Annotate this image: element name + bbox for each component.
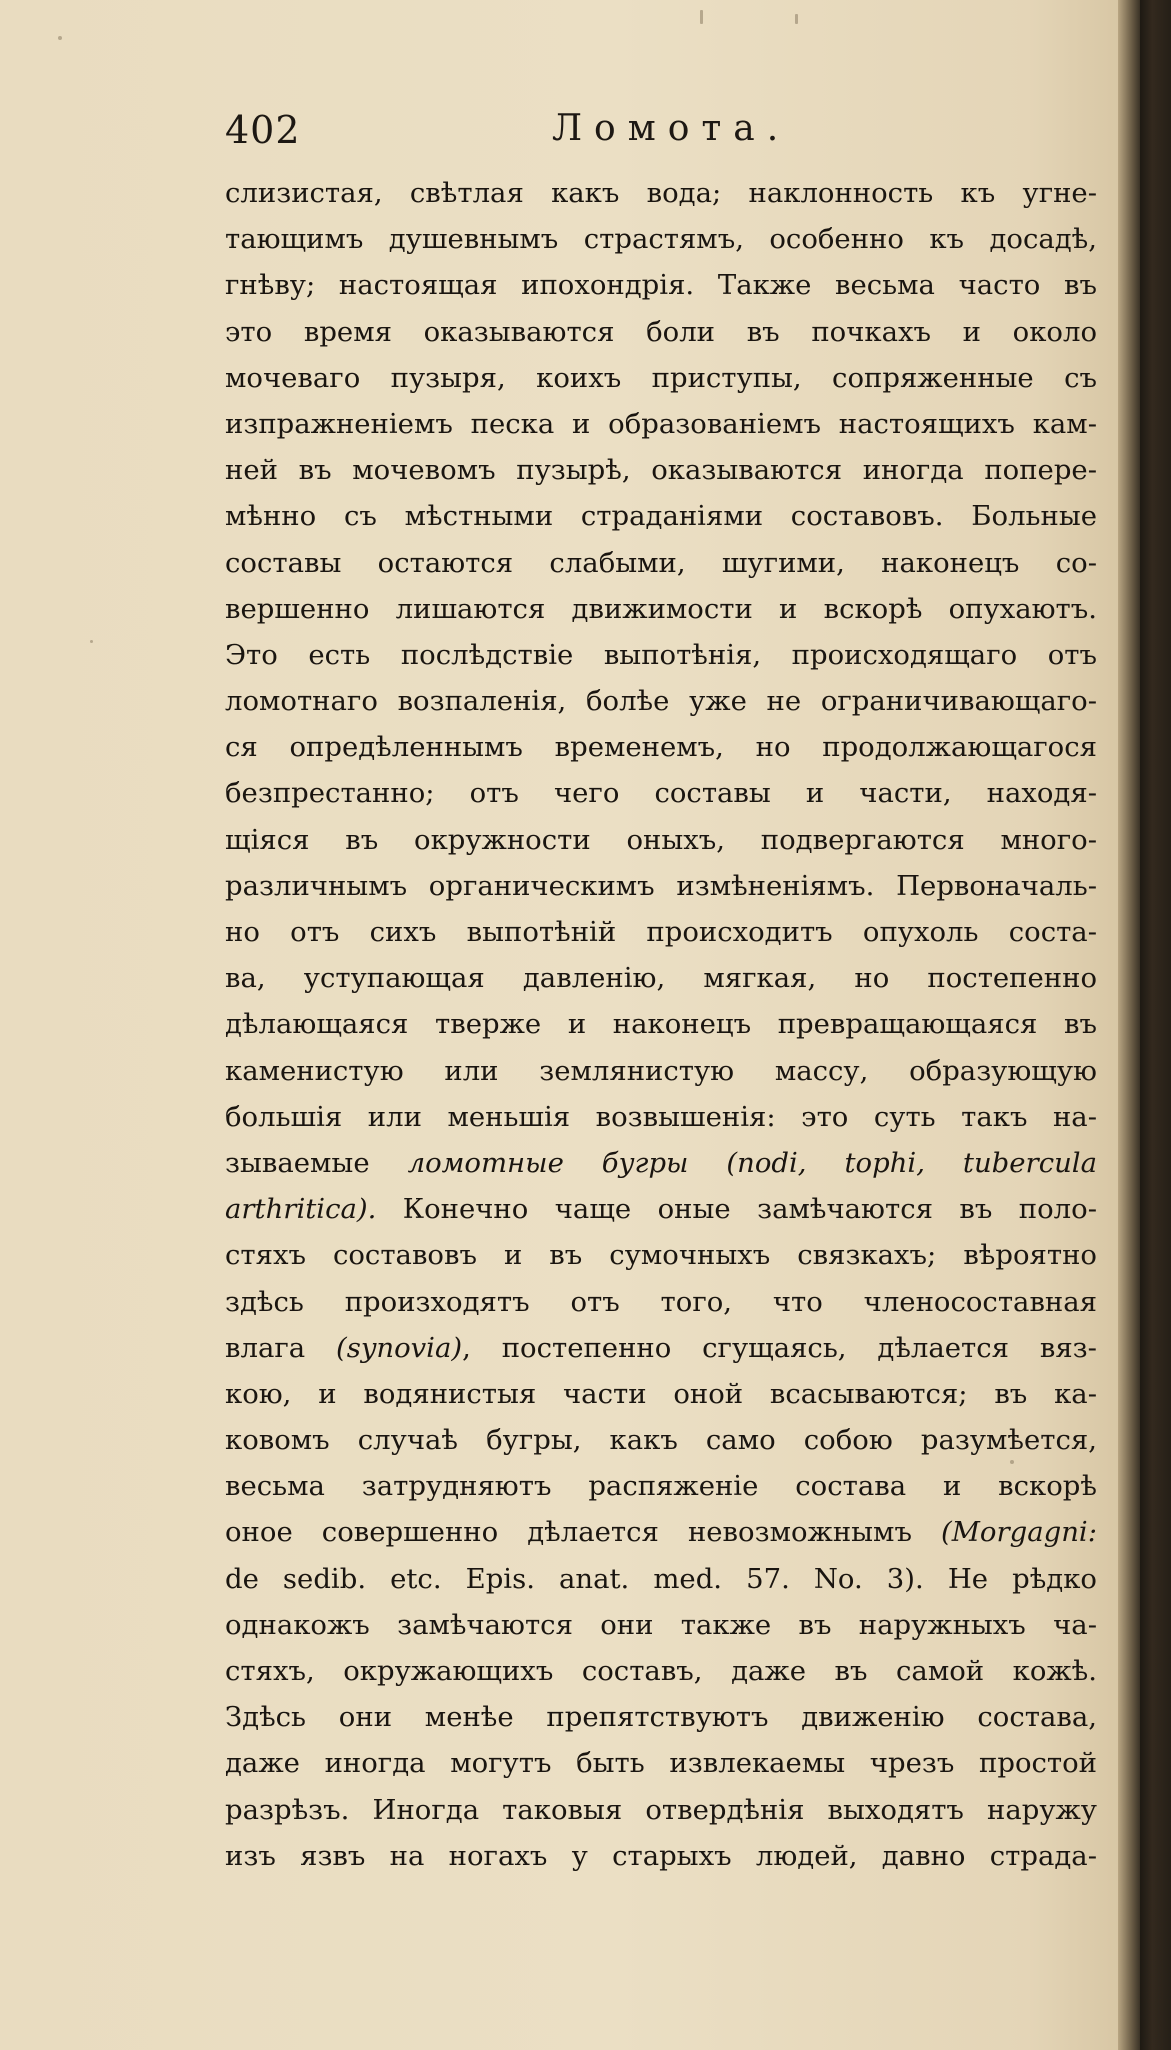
text-run: стяхъ, окружающихъ составъ, даже въ самой кожѣ. [225,1655,1097,1687]
text-run: однакожъ замѣчаются они также въ наружныхъ ча- [225,1608,1097,1641]
text-run: ся опредѣленнымъ временемъ, но продолжающагося [225,731,1097,764]
text-run: безпрестанно; отъ чего составы и части, находя- [225,777,1097,810]
text-line [225,1463,1097,1509]
text-run: это время оказываются боли въ почкахъ и около [225,315,1097,348]
text-line [225,1325,1097,1371]
text-run: вершенно лишаются движимости и вскорѣ опухаютъ. [225,592,1097,625]
running-title: Ломота. [552,108,791,149]
text-line [225,493,1097,539]
text-run: каменистую или землянистую массу, образующую [225,1054,1097,1087]
text-run: даже иногда могутъ быть извлекаемы чрезъ простой [225,1747,1097,1780]
text-line [225,817,1097,863]
text-line [225,955,1097,1001]
text-line [225,540,1097,586]
text-run: изпражненіемъ песка и образованіемъ настоящихъ кам- [225,407,1097,440]
text-line [225,309,1097,355]
text-line [225,678,1097,724]
text-line [225,262,1097,308]
text-line [225,401,1097,447]
text-line [225,355,1097,401]
text-run: стяхъ составовъ и въ сумочныхъ связкахъ; вѣроятно [225,1239,1097,1272]
text-line [225,1279,1097,1325]
text-line [225,1509,1097,1555]
text-run: мѣнно съ мѣстными страданіями составовъ. Больные [225,500,1097,533]
text-run: большія или меньшія возвышенія: это суть такъ на- [225,1100,1097,1133]
text-line [225,1648,1097,1694]
text-line [225,1232,1097,1278]
text-line [225,724,1097,770]
text-line [225,1140,1097,1186]
text-line [225,1787,1097,1833]
text-line [225,1094,1097,1140]
text-run: ломотнаго возпаленія, болѣе уже не ограничивающаго- [225,685,1097,718]
text-line [225,863,1097,909]
text-run: слизистая, свѣтлая какъ вода; наклонность къ угне- [225,177,1097,209]
italic-text-run: arthritica). [225,1193,377,1226]
text-run: здѣсь произходятъ отъ того, что членосоставная [225,1285,1097,1318]
text-run: изъ язвъ на ногахъ у старыхъ людей, давно страда- [225,1839,1097,1872]
text-run: ва, уступающая давленію, мягкая, но постепенно [225,962,1097,995]
text-run: влага [225,1331,336,1364]
text-run: Конечно чаще оные замѣчаются въ поло- [376,1193,1097,1226]
text-line [225,1371,1097,1417]
text-run: оное совершенно дѣлается невозможнымъ [225,1516,942,1549]
text-run: но отъ сихъ выпотѣній происходитъ опухоль соста- [225,916,1097,948]
text-line [225,909,1097,955]
text-run: Здѣсь они менѣе препятствуютъ движенію состава, [225,1701,1097,1734]
text-run: зываемые [225,1146,408,1179]
text-run: тающимъ душевнымъ страстямъ, особенно къ досадѣ, [225,223,1097,256]
text-line [225,1602,1097,1648]
italic-text-run: (Morgagni: [941,1516,1097,1549]
text-line [225,1048,1097,1094]
text-line [225,447,1097,493]
binding-edge [1140,0,1171,2050]
text-line [225,1740,1097,1786]
binding-shadow [1118,0,1140,2050]
text-line [225,770,1097,816]
text-line [225,632,1097,678]
text-run: ней въ мочевомъ пузырѣ, оказываются иногда попере- [225,454,1097,487]
text-run: дѣлающаяся тверже и наконецъ превращающаяся въ [225,1008,1097,1041]
paper-speck [58,36,62,40]
body-text [225,170,1097,1879]
page-number: 402 [225,108,301,152]
text-run: весьма затрудняютъ распяженіе состава и вскорѣ [225,1470,1097,1503]
text-run: разрѣзъ. Иногда таковыя отвердѣнія выходятъ наружу [225,1793,1097,1826]
text-line [225,1694,1097,1740]
text-run: Это есть послѣдствіе выпотѣнія, происходящаго отъ [225,638,1097,671]
paper-speck [795,14,798,24]
text-run: , постепенно сгущаясь, дѣлается вяз- [462,1331,1097,1364]
text-run: составы остаются слабыми, шугими, наконецъ со- [225,546,1097,579]
text-run: кою, и водянистыя части оной всасываются; въ ка- [225,1377,1097,1410]
paper-speck [700,10,703,24]
italic-text-run: (synovia) [336,1331,463,1364]
text-run: мочеваго пузыря, коихъ приступы, сопряженные съ [225,361,1097,394]
text-line [225,170,1097,216]
text-run: гнѣву; настоящая ипохондрія. Также весьма часто въ [225,269,1097,302]
text-line [225,1417,1097,1463]
page-header [222,108,1062,168]
text-line [225,1833,1097,1879]
text-line [225,1186,1097,1232]
text-run: de sedib. etc. Epis. anat. med. 57. No. 3). Не рѣдко [225,1562,1097,1595]
paper-speck [90,640,93,643]
text-run: различнымъ органическимъ измѣненіямъ. Первоначаль- [225,869,1097,902]
text-line [225,1556,1097,1602]
italic-text-run: ломотные бугры (nodi, tophi, tubercula [407,1146,1097,1179]
text-run: ковомъ случаѣ бугры, какъ само собою разумѣется, [225,1424,1097,1457]
text-line [225,216,1097,262]
text-line [225,586,1097,632]
text-line [225,1001,1097,1047]
text-run: щіяся въ окружности оныхъ, подвергаются много- [225,823,1097,856]
